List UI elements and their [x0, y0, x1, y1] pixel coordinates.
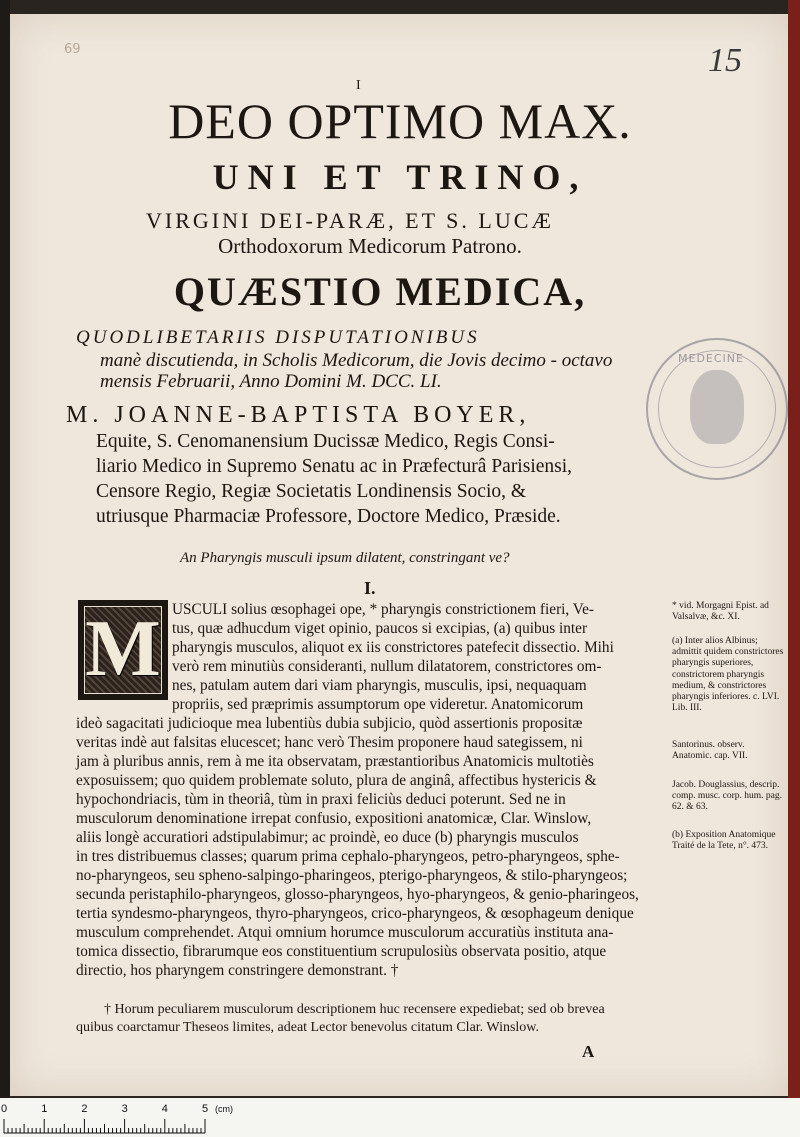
footnote-line-1: † Horum peculiarem musculorum descriptionem huc recensere expediebat; sed ob brevea: [104, 1002, 605, 1017]
stamp-text: MEDECINE: [678, 352, 744, 365]
margin-note: (b) Exposition Anatomique Traité de la Tete, n°. 473.: [672, 830, 776, 852]
ruler-label: 4: [161, 1103, 168, 1115]
subtitle-line-2: manè discutienda, in Scholis Medicorum, die Jovis decimo - octavo: [100, 350, 613, 371]
body-line: tomica dissectio, fibrarumque eos constituentium scrupulosiùs observata positio, atque: [76, 943, 607, 960]
ruler-label: 0: [1, 1103, 8, 1115]
margin-note: * vid. Morgagni Epist. ad Valsalvæ, &c. XI.: [672, 601, 769, 623]
praeses-line-4: utriusque Pharmaciæ Professore, Doctore Medico, Præside.: [96, 506, 561, 527]
ruler-unit: (cm): [215, 1104, 233, 1114]
body-line: propriis, sed præprimis assumptorum ope videretur. Anatomicorum: [172, 696, 584, 713]
body-line: tertia syndesmo-pharyngeos, thyro-pharyngeos, crico-pharyngeos, & œsophageum denique: [76, 905, 634, 922]
body-line: musculorum denominatione irrepat confusio, expositioni anatomicæ, Clar. Winslow,: [76, 810, 592, 827]
body-line: exposuissem; quo quidem problemate soluto, plura de anginâ, affectibus hystericis &: [76, 772, 597, 789]
body-line: hypochondriacis, tùm in theoriâ, tùm in praxi feliciùs deduci poterunt. Sed ne in: [76, 791, 566, 808]
body-line: in tres distribuemus classes; quarum prima cephalo-pharyngeos, petro-pharyngeos, sphe-: [76, 848, 620, 865]
body-line: USCULI solius œsophagei ope, * pharyngis constrictionem fieri, Ve-: [172, 601, 595, 618]
subtitle-line-3: mensis Februarii, Anno Domini M. DCC. LI.: [100, 371, 442, 392]
margin-note: Jacob. Douglassius, descrip. comp. musc. corp. hum. pag. 62. & 63.: [672, 780, 783, 813]
initial-letter: M: [85, 605, 161, 693]
body-line: tus, quæ adhucdum viget opinio, paucos si excipias, (a) quibus inter: [172, 620, 588, 637]
body-line: pharyngis musculos, aliquot ex iis constrictores patefecit dissectio. Mihi: [172, 639, 614, 656]
ruler-label: 1: [41, 1103, 48, 1115]
ruler-label: 2: [81, 1103, 88, 1115]
body-line: ideò sagacitati judicioque mea lubentiùs dubia subjicio, quòd assertionis propositæ: [76, 715, 583, 732]
body-line: verò rem minutiùs consideranti, nullum dilatatorem, constrictores om-: [172, 658, 602, 675]
praeses-line-1: Equite, S. Cenomanensium Ducissæ Medico, Regis Consi-: [96, 431, 555, 452]
body-line: aliis longè accuratiori adstipulabimur; ac proindè, eo duce (b) pharyngis musculos: [76, 829, 579, 846]
praeses-name: M. JOANNE-BAPTISTA BOYER,: [66, 402, 531, 428]
quaestio-heading: QUÆSTIO MEDICA,: [173, 269, 587, 314]
body-line: no-pharyngeos, seu spheno-salpingo-pharingeos, pterigo-pharyngeos, & stilo-pharyngeos;: [76, 867, 628, 884]
ruler-label: 3: [121, 1103, 128, 1115]
scale-ruler-ticks: [0, 1100, 800, 1137]
margin-note: Santorinus. observ. Anatomic. cap. VII.: [672, 740, 748, 762]
cover-edge: [788, 0, 800, 1100]
body-line: jam à pluribus annis, rem à me ita observatam, præstantioribus Anatomicis multotiès: [76, 753, 594, 770]
margin-note: (a) Inter alios Albinus; admittit quidem constrictores pharyngis superiores, constrictorem pharyngis medium, & constrictores pharyngis inferiores. c. LVI. Lib. III.: [672, 636, 784, 714]
title-line-3: VIRGINI DEI-PARÆ, ET S. LUCÆ: [146, 208, 554, 233]
question-line: An Pharyngis musculi ipsum dilatent, constringant ve?: [180, 550, 510, 566]
section-number: I.: [364, 578, 376, 598]
title-line-1: DEO OPTIMO MAX.: [168, 93, 632, 149]
decorated-initial: [78, 600, 168, 700]
library-stamp: [646, 338, 788, 480]
praeses-line-3: Censore Regio, Regiæ Societatis Londinensis Socio, &: [96, 481, 527, 502]
top-mark: I: [356, 78, 361, 93]
body-line: nes, patulam autem dari viam pharyngis, musculis, ipsi, nequaquam: [172, 677, 587, 694]
signature-mark: A: [582, 1042, 595, 1061]
book-binding: [0, 0, 10, 1100]
title-line-4: Orthodoxorum Medicorum Patrono.: [218, 234, 522, 258]
body-line: directio, hos pharyngem constringere demonstrant. †: [76, 962, 399, 979]
praeses-line-2: liario Medico in Supremo Senatu ac in Præfecturâ Parisiensi,: [96, 456, 573, 477]
subtitle-line-1: QUODLIBETARIIS DISPUTATIONIBUS: [76, 327, 480, 348]
footnote-line-2: quibus coarctamur Theseos limites, adeat Lector benevolus citatum Clar. Winslow.: [76, 1020, 540, 1035]
body-line: musculum comprehendet. Atqui omnium horumce musculorum accuratiùs instituta ana-: [76, 924, 614, 941]
pencil-number: 69: [64, 42, 81, 57]
top-edge: [0, 0, 800, 14]
stamp-bust-icon: [690, 370, 744, 444]
body-line: secunda peristaphilo-pharyngeos, glosso-pharyngeos, hyo-pharyngeos, & genio-pharingeos,: [76, 886, 639, 903]
ruler-label: 5: [202, 1103, 209, 1115]
body-line: veritas indè aut falsitas elucescet; hanc verò Thesim proponere haud sategissem, ni: [76, 734, 583, 751]
title-line-2: UNI ET TRINO,: [212, 157, 588, 197]
handwritten-folio: 15: [708, 42, 742, 79]
